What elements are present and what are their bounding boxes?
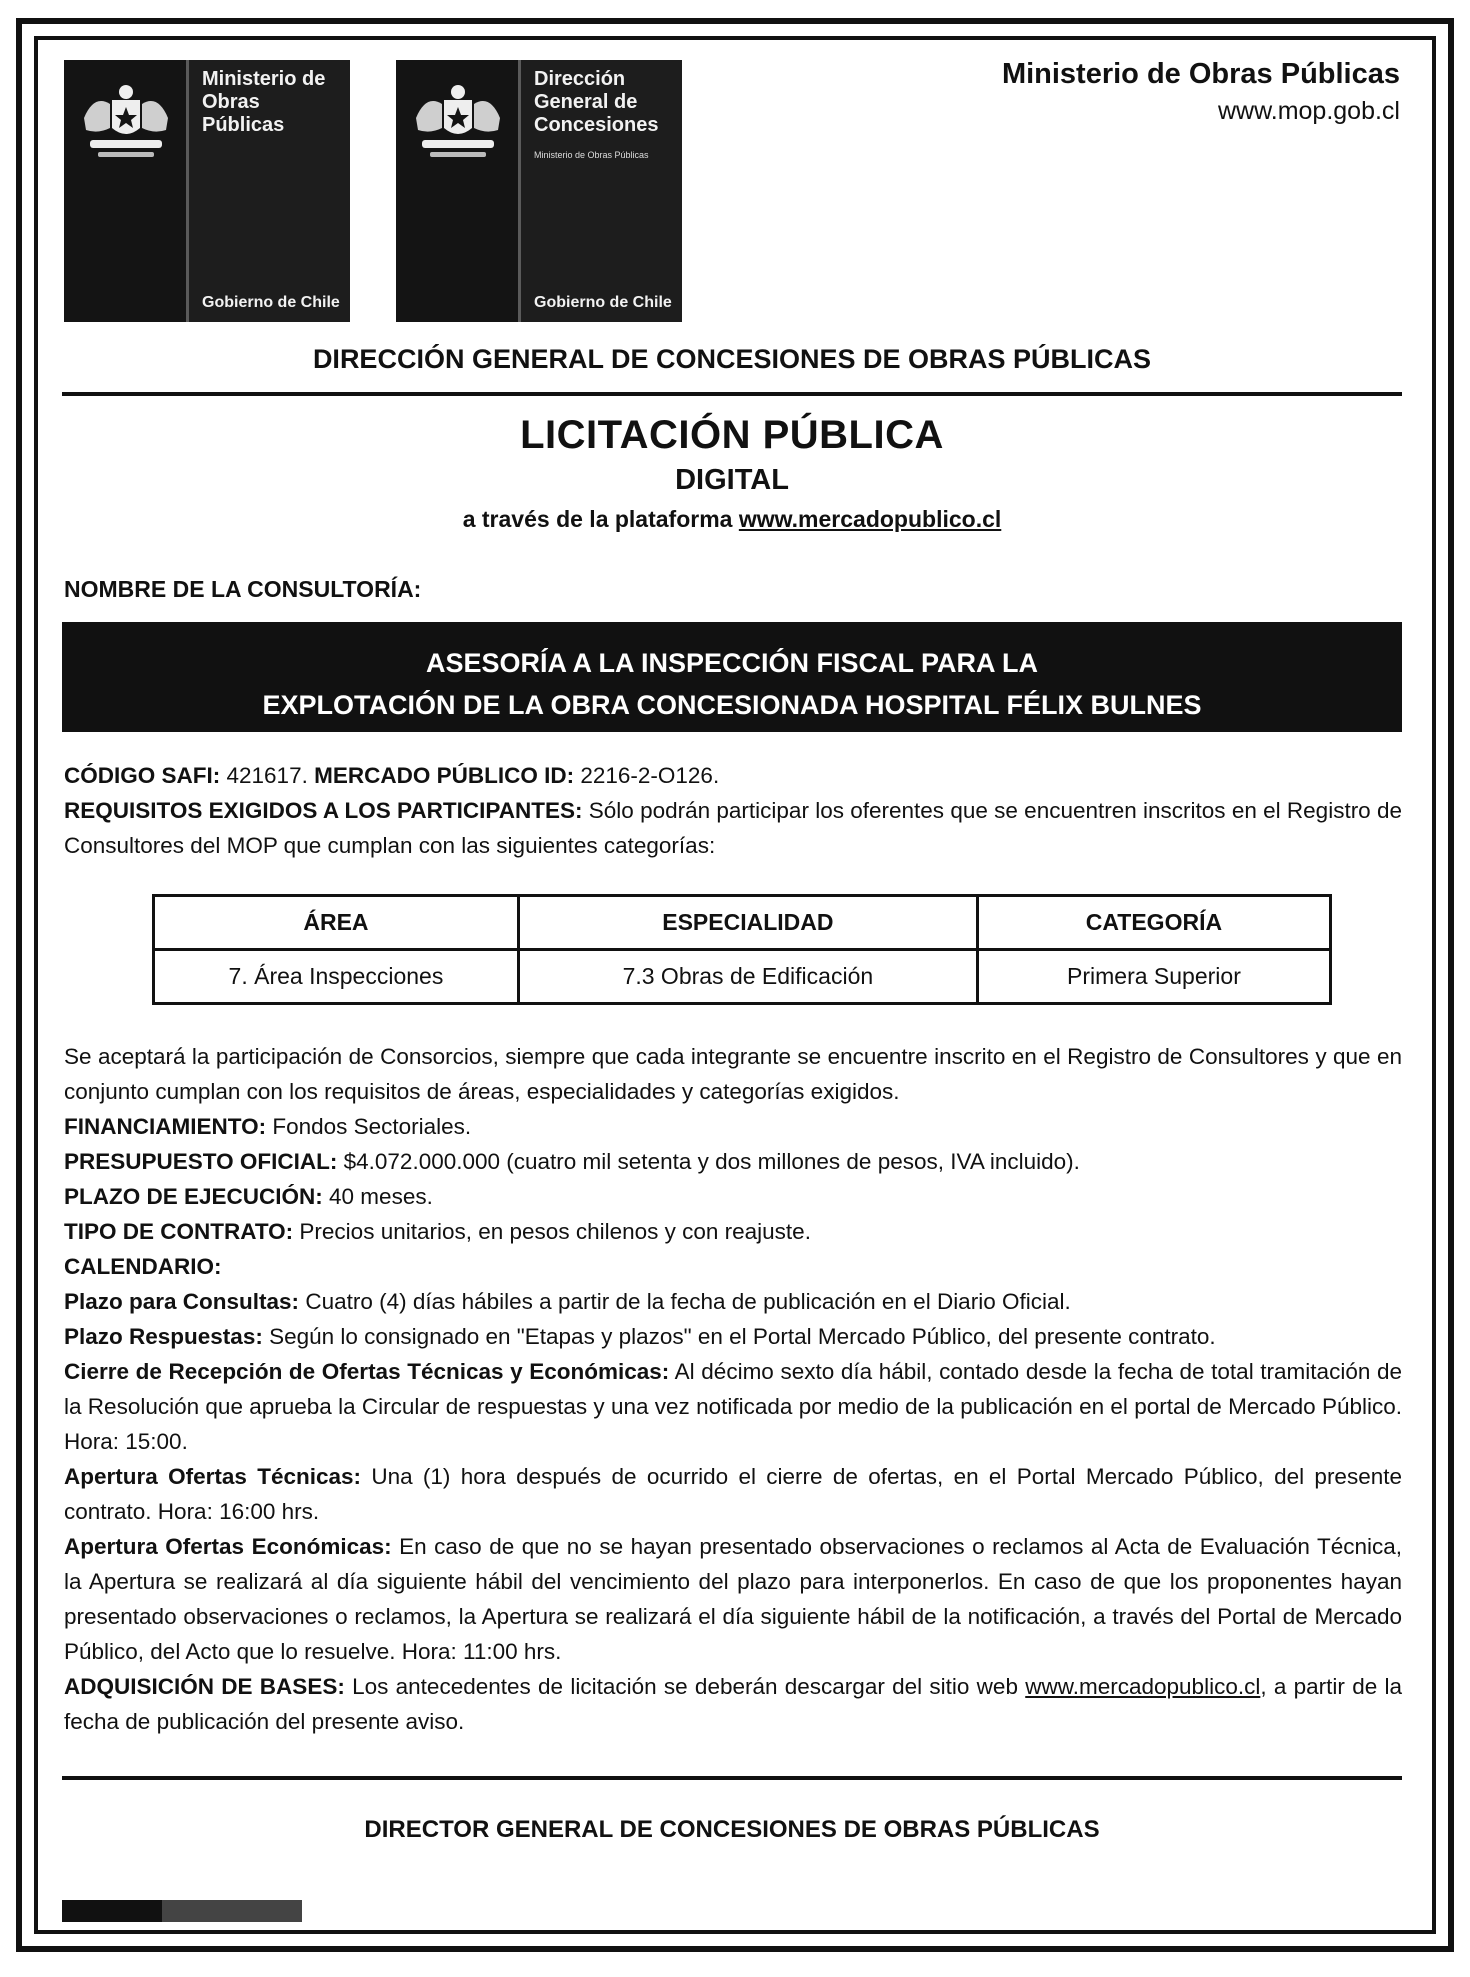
- table-header-row: [154, 896, 1331, 950]
- consorcios-paragraph: Se aceptará la participación de Consorcios, siempre que cada integrante se encuentre inscrito en el Registro de Consultores y que en conjunto cumplan con los requisitos de áreas, especialidades y categorías exigidos.: [64, 1044, 1402, 1104]
- platform-line: [62, 506, 1402, 533]
- adquisicion-paragraph: ADQUISICIÓN DE BASES: Los antecedentes de licitación se deberán descargar del sitio web www.mercadopublico.cl, a partir de la fecha de publicación del presente aviso.: [64, 1674, 1402, 1734]
- logo-line: Obras: [202, 91, 260, 113]
- column-header: ESPECIALIDAD: [518, 896, 977, 950]
- codigo-line: CÓDIGO SAFI: 421617. MERCADO PÚBLICO ID: 2216-2-O126.: [64, 763, 720, 788]
- directorate-title: DIRECCIÓN GENERAL DE CONCESIONES DE OBRAS PÚBLICAS: [312, 344, 1152, 374]
- calendario-label: CALENDARIO:: [64, 1254, 222, 1279]
- respuestas-line: Plazo Respuestas: Según lo consignado en "Etapas y plazos" en el Portal Mercado Público, del presente contrato.: [64, 1324, 1216, 1349]
- ministry-website[interactable]: www.mop.gob.cl: [1217, 97, 1400, 125]
- financiamiento-line: FINANCIAMIENTO: Fondos Sectoriales.: [64, 1114, 472, 1139]
- footer-signature: DIRECTOR GENERAL DE CONCESIONES DE OBRAS PÚBLICAS: [364, 1816, 1100, 1843]
- logo-direccion-general-concesiones: [396, 60, 682, 322]
- bottom-divider: [62, 1776, 1402, 1780]
- header-right: [1002, 58, 1400, 126]
- top-divider: [62, 392, 1402, 396]
- tipo-line: TIPO DE CONTRATO: Precios unitarios, en pesos chilenos y con reajuste.: [64, 1219, 811, 1244]
- logo-line: Públicas: [202, 114, 285, 136]
- cierre-paragraph: Cierre de Recepción de Ofertas Técnicas y Económicas: Al décimo sexto día hábil, contado desde la fecha de total tramitación de la Resolución que aprueba la Circular de respuestas y una vez notificada por medio de la publicación en el portal de Mercado Público. Hora: 15:00.: [64, 1359, 1402, 1454]
- logo-subtext: Ministerio de Obras Públicas: [534, 150, 649, 160]
- consultoria-banner: [62, 622, 1402, 732]
- ministry-name: Ministerio de Obras Públicas: [1001, 58, 1400, 90]
- banner-line: EXPLOTACIÓN DE LA OBRA CONCESIONADA HOSPITAL FÉLIX BULNES: [262, 690, 1202, 720]
- table-cell: Primera Superior: [977, 950, 1330, 1004]
- coat-of-arms-icon: [76, 70, 176, 170]
- logo-line: Dirección: [534, 68, 626, 90]
- page-title: LICITACIÓN PÚBLICA: [520, 413, 944, 457]
- requirements-table: [152, 894, 1332, 1005]
- logo-line: Concesiones: [534, 114, 659, 136]
- presupuesto-line: PRESUPUESTO OFICIAL: $4.072.000.000 (cuatro mil setenta y dos millones de pesos, IVA incluido).: [64, 1149, 1080, 1174]
- banner-line: ASESORÍA A LA INSPECCIÓN FISCAL PARA LA: [425, 648, 1039, 678]
- logo-ministerio-obras-publicas: [64, 60, 350, 322]
- logo-line: Ministerio de: [202, 68, 326, 90]
- apertura-economicas-paragraph: Apertura Ofertas Económicas: En caso de que no se hayan presentado observaciones o reclamos al Acta de Evaluación Técnica, la Apertura se realizará al día siguiente hábil del vencimiento del plazo para interponerlos. En caso de que los proponentes hayan presentado observaciones o reclamos, la Apertura se realizará el día siguiente hábil de la notificación, a través del Portal de Mercado Público, del Acto que lo resuelve. Hora: 11:00 hrs.: [64, 1534, 1402, 1664]
- consultas-line: Plazo para Consultas: Cuatro (4) días hábiles a partir de la fecha de publicación en el Diario Oficial.: [64, 1289, 1071, 1314]
- logo-footer: Gobierno de Chile: [534, 294, 672, 311]
- apertura-tecnicas-paragraph: Apertura Ofertas Técnicas: Una (1) hora después de ocurrido el cierre de ofertas, en el Portal Mercado Público, del presente contrato. Hora: 16:00 hrs.: [64, 1464, 1402, 1524]
- table-row: [154, 950, 1331, 1004]
- table-cell: 7. Área Inspecciones: [154, 950, 519, 1004]
- platform-prefix: a través de la plataforma: [462, 506, 739, 532]
- platform-link[interactable]: www.mercadopublico.cl: [738, 506, 1002, 532]
- adquisicion-link[interactable]: www.mercadopublico.cl: [1025, 1674, 1261, 1699]
- plazo-line: PLAZO DE EJECUCIÓN: 40 meses.: [64, 1184, 433, 1209]
- page-subtitle: DIGITAL: [675, 464, 789, 496]
- coat-of-arms-icon: [408, 70, 508, 170]
- logo-footer: Gobierno de Chile: [202, 294, 340, 311]
- codigo-requisitos-block: [64, 758, 1402, 863]
- column-header: ÁREA: [154, 896, 519, 950]
- bottom-bar: [62, 1900, 302, 1922]
- details-block: [64, 1039, 1402, 1739]
- table-cell: 7.3 Obras de Edificación: [518, 950, 977, 1004]
- column-header: CATEGORÍA: [977, 896, 1330, 950]
- logo-line: General de: [534, 91, 638, 113]
- consultoria-label: NOMBRE DE LA CONSULTORÍA:: [64, 576, 422, 602]
- requisitos-paragraph: REQUISITOS EXIGIDOS A LOS PARTICIPANTES: Sólo podrán participar los oferentes que se encuentren inscritos en el Registro de Consultores del MOP que cumplan con las siguientes categorías:: [64, 798, 1402, 858]
